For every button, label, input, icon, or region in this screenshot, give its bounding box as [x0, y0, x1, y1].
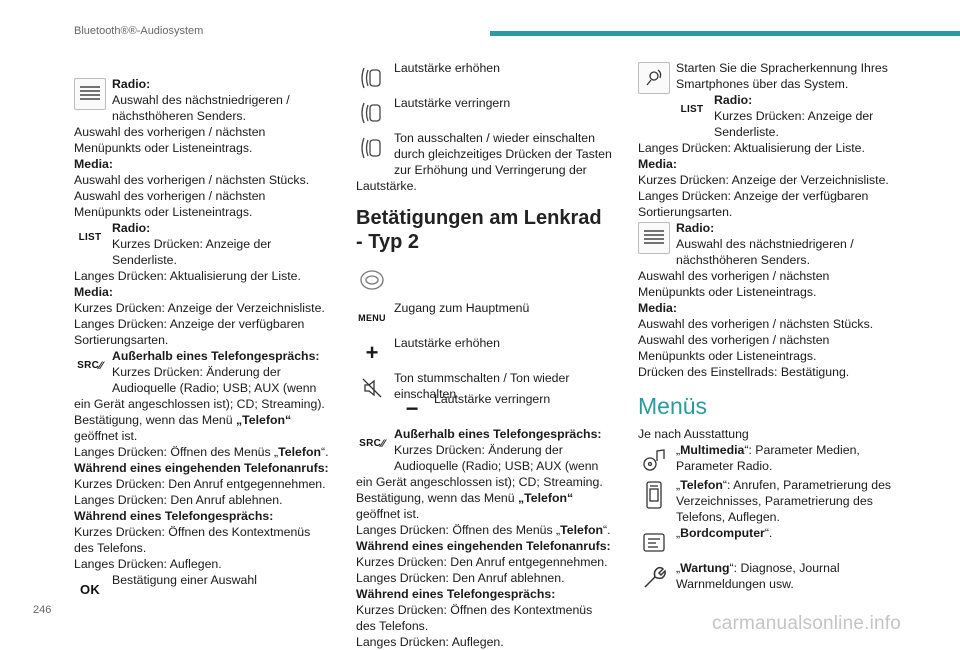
ok-button-icon: OK [79, 582, 101, 597]
src-block [356, 426, 612, 650]
src-button-icon: SRC ⁄⁄ [359, 438, 385, 450]
media-text: Auswahl des vorherigen / nächsten Menüpunkts oder Listeneintrags. [638, 333, 830, 363]
mute-speaker-icon [356, 372, 388, 404]
plus-block [356, 335, 612, 370]
radio-text: Auswahl des nächstniedrigeren / nächsthöheren Senders. [112, 93, 290, 123]
src-text: Langes Drücken: Öffnen des Menüs „Telefon“. [356, 523, 611, 537]
steering-wheel-type2 [356, 264, 612, 296]
radio-block-1 [74, 76, 330, 220]
src-text: Langes Drücken: Auflegen. [356, 635, 504, 649]
media-text: Auswahl des vorherigen / nächsten Stücks. [74, 173, 310, 187]
bordcomputer-text: „Bordcomputer“. [676, 526, 773, 540]
mute2-text: Ton stummschalten / Ton wieder einschalten [394, 371, 570, 401]
src-text: Kurzes Drücken: Den Anruf entgegennehmen. [356, 555, 608, 569]
wheel-block [638, 220, 896, 380]
vol-down-block [356, 95, 612, 130]
radio-text: Kurzes Drücken: Anzeige der Senderliste. [112, 237, 272, 267]
trip-computer-icon [638, 527, 670, 559]
media-text: Auswahl des vorherigen / nächsten Menüpunkts oder Listeneintrags. [74, 189, 266, 219]
minus-block [396, 391, 612, 426]
src-text: Langes Drücken: Den Anruf ablehnen. [74, 493, 283, 507]
media-text: Langes Drücken: Anzeige der verfügbaren Sortierungsarten. [74, 317, 305, 347]
header-accent-bar [490, 31, 960, 36]
menu-multimedia [638, 442, 896, 477]
vol-down-text: Lautstärke verringern [394, 96, 511, 110]
menus-intro: Je nach Ausstattung [638, 427, 749, 441]
wartung-text: „Wartung“: Diagnose, Journal Warnmeldungen usw. [676, 561, 840, 591]
radio-text: Auswahl des vorherigen / nächsten Menüpunkts oder Listeneintrags. [638, 269, 830, 299]
vol-up-text: Lautstärke erhöhen [394, 61, 500, 75]
menu-block [356, 300, 612, 335]
radio-text: Auswahl des vorherigen / nächsten Menüpunkts oder Listeneintrags. [74, 125, 266, 155]
src-text: Kurzes Drücken: Änderung der Audioquelle (Radio; USB; AUX (wenn ein Gerät angeschlossen ist); CD; Streaming. Bestätigung, wenn das Menü „Telefon“ geöffnet ist. [356, 443, 603, 521]
during-call-heading: Während eines Telefongesprächs: [356, 587, 556, 601]
page-number: 246 [33, 604, 52, 616]
src-text: Langes Drücken: Den Anruf ablehnen. [356, 571, 565, 585]
media-text: Kurzes Drücken: Anzeige der Verzeichnisliste. [74, 301, 325, 315]
telefon-text: „Telefon“: Anrufen, Parametrierung des Verzeichnisses, Parametrierung des Telefons, Auflegen. [676, 478, 892, 524]
minus-icon: − [405, 396, 419, 421]
menu-button-icon: MENU [358, 313, 386, 323]
radio-text: Kurzes Drücken: Anzeige der Senderliste. [714, 109, 874, 139]
menu-wartung [638, 560, 896, 595]
radio-heading: Radio: [714, 93, 753, 107]
section-heading: Betätigungen am Lenkrad - Typ 2 [356, 207, 602, 253]
steering-wheel-control-icon [356, 97, 388, 129]
src-button-icon: SRC ⁄⁄ [77, 360, 103, 372]
incoming-call-heading: Während eines eingehenden Telefonanrufs: [356, 539, 611, 553]
multimedia-text: „Multimedia“: Parameter Medien, Parameter Radio. [676, 443, 860, 473]
list-button-icon: LIST [78, 232, 102, 243]
menu-bordcomputer [638, 525, 896, 560]
steering-wheel-control-icon [356, 62, 388, 94]
steering-wheel-icon [356, 264, 388, 296]
list-button-icon: LIST [680, 104, 704, 115]
wrench-icon [638, 562, 670, 594]
during-call-heading: Während eines Telefongesprächs: [74, 509, 274, 523]
minus-text: Lautstärke verringern [434, 392, 551, 406]
mute-block [356, 130, 612, 194]
radio-text: Auswahl des nächstniedrigeren / nächsthöheren Senders. [676, 237, 854, 267]
phone-icon [638, 479, 670, 511]
voice-block [638, 60, 896, 92]
src-text: Langes Drücken: Öffnen des Menüs „Telefon“. [74, 445, 329, 459]
media-heading: Media: [638, 301, 677, 315]
voice-recognition-icon [638, 62, 670, 94]
src-block [74, 348, 330, 572]
column-3 [638, 60, 896, 595]
media-text: Auswahl des vorherigen / nächsten Stücks. [638, 317, 874, 331]
voice-text: Starten Sie die Spracherkennung Ihres Smartphones über das System. [676, 61, 888, 91]
src-text: Kurzes Drücken: Änderung der Audioquelle (Radio; USB; AUX (wenn ein Gerät angeschlossen ist); CD; Streaming). Bestätigung, wenn das Menü „Telefon“ geöffnet ist. [74, 365, 325, 443]
media-heading: Media: [638, 157, 677, 171]
ok-text: Bestätigung einer Auswahl [112, 573, 257, 587]
radio-heading: Radio: [112, 77, 151, 91]
radio-heading: Radio: [676, 221, 715, 235]
list-block [638, 92, 896, 220]
media-text: Langes Drücken: Anzeige der verfügbaren Sortierungsarten. [638, 189, 869, 219]
scroll-wheel-icon [638, 222, 670, 254]
column-2 [356, 60, 612, 650]
src-heading: Außerhalb eines Telefongesprächs: [112, 349, 320, 363]
src-text: Langes Drücken: Auflegen. [74, 557, 222, 571]
media-heading: Media: [74, 157, 113, 171]
multimedia-icon [638, 444, 670, 476]
plus-icon: + [365, 340, 379, 365]
vol-up-block [356, 60, 612, 95]
menu-text: Zugang zum Hauptmenü [394, 301, 530, 315]
menu-telefon [638, 477, 896, 525]
media-text: Drücken des Einstellrads: Bestätigung. [638, 365, 850, 379]
scroll-wheel-icon [74, 78, 106, 110]
src-text: Kurzes Drücken: Öffnen des Kontextmenüs des Telefons. [356, 603, 593, 633]
plus-text: Lautstärke erhöhen [394, 336, 500, 350]
incoming-call-heading: Während eines eingehenden Telefonanrufs: [74, 461, 329, 475]
src-text: Kurzes Drücken: Öffnen des Kontextmenüs des Telefons. [74, 525, 311, 555]
mute-text: Ton ausschalten / wieder einschalten durch gleichzeitiges Drücken der Tasten zur Erhöhung und Verringerung der Lautstärke. [356, 131, 612, 193]
header-title: Bluetooth®®-Audiosystem [74, 25, 204, 37]
radio-heading: Radio: [112, 221, 151, 235]
src-text: Kurzes Drücken: Den Anruf entgegennehmen. [74, 477, 326, 491]
radio-text: Langes Drücken: Aktualisierung der Liste. [74, 269, 301, 283]
menus-heading: Menüs [638, 393, 708, 419]
media-heading: Media: [74, 285, 113, 299]
steering-wheel-control-icon [356, 132, 388, 164]
column-1 [74, 76, 330, 607]
radio-text: Langes Drücken: Aktualisierung der Liste. [638, 141, 865, 155]
ok-block [74, 572, 330, 607]
watermark: carmanualsonline.info [712, 613, 902, 634]
list-block [74, 220, 330, 348]
src-heading: Außerhalb eines Telefongesprächs: [394, 427, 602, 441]
media-text: Kurzes Drücken: Anzeige der Verzeichnisliste. [638, 173, 889, 187]
